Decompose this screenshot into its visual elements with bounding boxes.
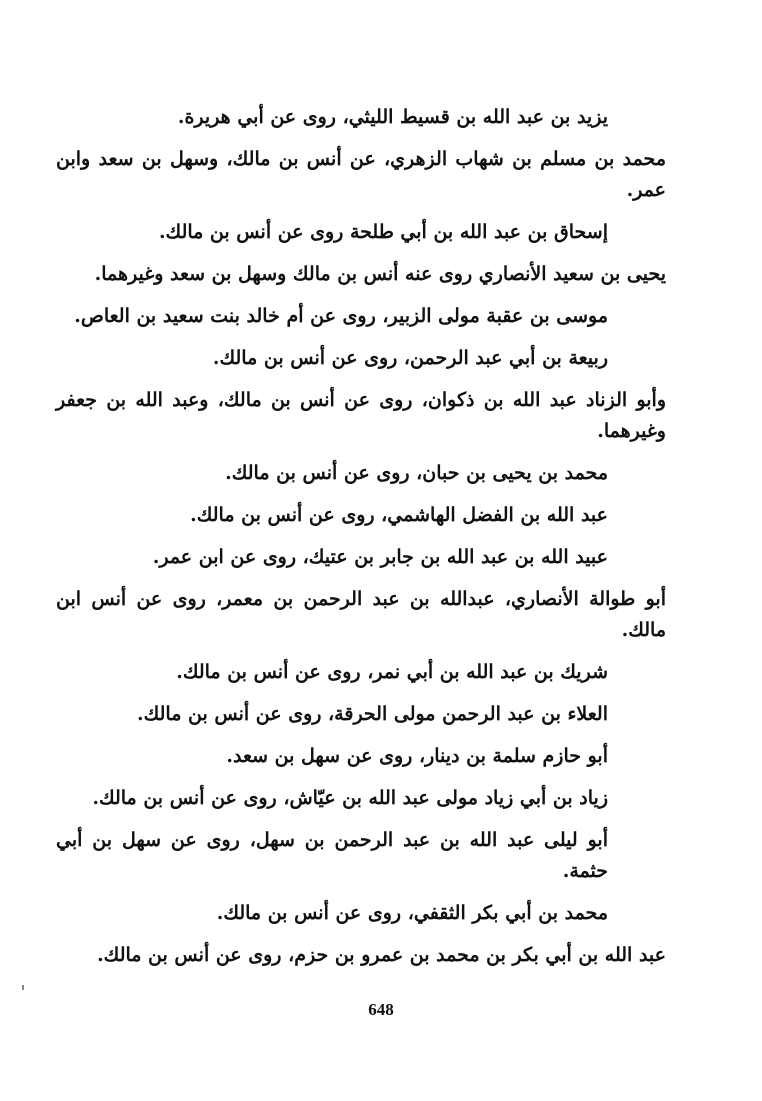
list-item: عبيد الله بن عبد الله بن جابر بن عتيك، روى عن ابن عمر. — [152, 546, 608, 568]
list-item: أبو ليلى عبد الله بن عبد الرحمن بن سهل، روى عن سهل بن أبي حثمة. — [56, 829, 608, 882]
list-item: محمد بن يحيى بن حبان، روى عن أنس بن مالك. — [225, 462, 608, 484]
narrators-list — [56, 102, 666, 982]
list-item: وأبو الزناد عبد الله بن ذكوان، روى عن أنس بن مالك، وعبد الله بن جعفر وغيرهما. — [56, 389, 666, 442]
scan-artifact — [22, 985, 24, 990]
list-item: شريك بن عبد الله بن أبي نمر، روى عن أنس بن مالك. — [176, 661, 608, 683]
list-item: أبو حازم سلمة بن دينار، روى عن سهل بن سعد. — [226, 745, 608, 767]
list-item: زياد بن أبي زياد مولى عبد الله بن عيّاش، روى عن أنس بن مالك. — [92, 787, 608, 809]
list-item: محمد بن أبي بكر الثقفي، روى عن أنس بن مالك. — [216, 902, 608, 924]
list-item: ربيعة بن أبي عبد الرحمن، روى عن أنس بن مالك. — [212, 347, 608, 369]
list-item: يزيد بن عبد الله بن قسيط الليثي، روى عن أبي هريرة. — [177, 106, 608, 128]
page-number: 648 — [368, 1000, 394, 1019]
list-item: موسى بن عقبة مولى الزبير، روى عن أم خالد بنت سعيد بن العاص. — [74, 305, 608, 327]
list-item: يحيى بن سعيد الأنصاري روى عنه أنس بن مالك وسهل بن سعد وغيرهما. — [94, 263, 666, 285]
list-item: عبد الله بن الفضل الهاشمي، روى عن أنس بن مالك. — [190, 504, 608, 526]
list-item: العلاء بن عبد الرحمن مولى الحرقة، روى عن أنس بن مالك. — [137, 703, 608, 725]
list-item: محمد بن مسلم بن شهاب الزهري، عن أنس بن مالك، وسهل بن سعد وابن عمر. — [56, 148, 666, 201]
list-item: أبو طوالة الأنصاري، عبدالله بن عبد الرحمن بن معمر، روى عن أنس ابن مالك. — [56, 588, 666, 641]
list-item: إسحاق بن عبد الله بن أبي طلحة روى عن أنس بن مالك. — [158, 221, 608, 243]
list-item: عبد الله بن أبي بكر بن محمد بن عمرو بن حزم، روى عن أنس بن مالك. — [97, 944, 666, 966]
